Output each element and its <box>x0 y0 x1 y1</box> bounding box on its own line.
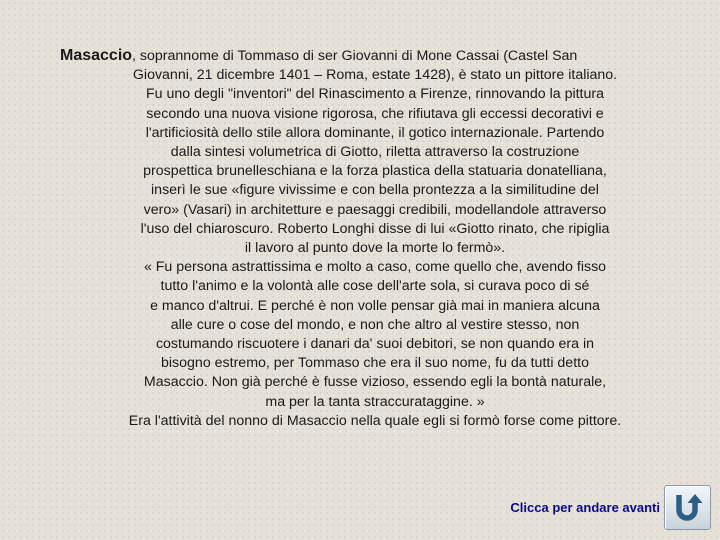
text-line: l'uso del chiaroscuro. Roberto Longhi disse di lui «Giotto rinato, che ripiglia <box>140 220 610 237</box>
text-line: Era l'attività del nonno di Masaccio nella quale egli si formò forse come pittore. <box>128 412 622 429</box>
text-line: Masaccio, soprannome di Tommaso di ser Giovanni di Mone Cassai (Castel San <box>60 47 578 64</box>
biography-text <box>60 46 690 431</box>
return-button[interactable] <box>664 485 711 530</box>
quote-line: bisogno estremo, per Tommaso che era il suo nome, fu da tutti detto <box>161 355 589 372</box>
text-line: vero» (Vasari) in architetture e paesaggi credibili, modellandole attraverso <box>143 201 607 218</box>
text-line: Giovanni, 21 dicembre 1401 – Roma, estate 1428), è stato un pittore italiano. <box>132 67 618 84</box>
text-line: prospettica brunelleschiana e la forza plastica della statuaria donatelliana, <box>143 163 607 180</box>
next-slide-link[interactable]: Clicca per andare avanti <box>510 500 660 515</box>
text-line: l'artificiosità dello stile allora dominante, il gotico internazionale. Partendo <box>145 124 605 141</box>
quote-line: alle cure o cose del mondo, e non che altro al vestire stesso, non <box>170 316 580 333</box>
text-line: il lavoro al punto dove la morte lo fermò». <box>244 240 506 257</box>
return-arrow-icon <box>671 491 704 524</box>
text-line: Fu uno degli "inventori" del Rinascimento a Firenze, rinnovando la pittura <box>145 86 605 103</box>
quote-line: ma per la tanta straccurataggine. » <box>265 393 485 410</box>
quote-line: Masaccio. Non già perché è fusse vizioso, essendo egli la bontà naturale, <box>143 374 607 391</box>
text-line: secondo una nuova visione rigorosa, che rifiutava gli eccessi decorativi e <box>146 105 604 122</box>
quote-line: costumando riscuotere i danari da' suoi debitori, se non quando era in <box>155 336 595 353</box>
quote-line: « Fu persona astrattissima e molto a caso, come quello che, avendo fisso <box>143 259 607 276</box>
artist-name-heading: Masaccio <box>60 47 133 64</box>
quote-line: e manco d'altrui. E perché è non volle pensar già mai in maniera alcuna <box>150 297 600 314</box>
quote-line: tutto l'animo e la volontà alle cose dell'arte sola, si curava poco di sé <box>160 278 590 295</box>
text-line: inserì le sue «figure vivissime e con bella prontezza a la similitudine del <box>151 182 599 199</box>
text-line: dalla sintesi volumetrica di Giotto, riletta attraverso la costruzione <box>170 144 580 161</box>
